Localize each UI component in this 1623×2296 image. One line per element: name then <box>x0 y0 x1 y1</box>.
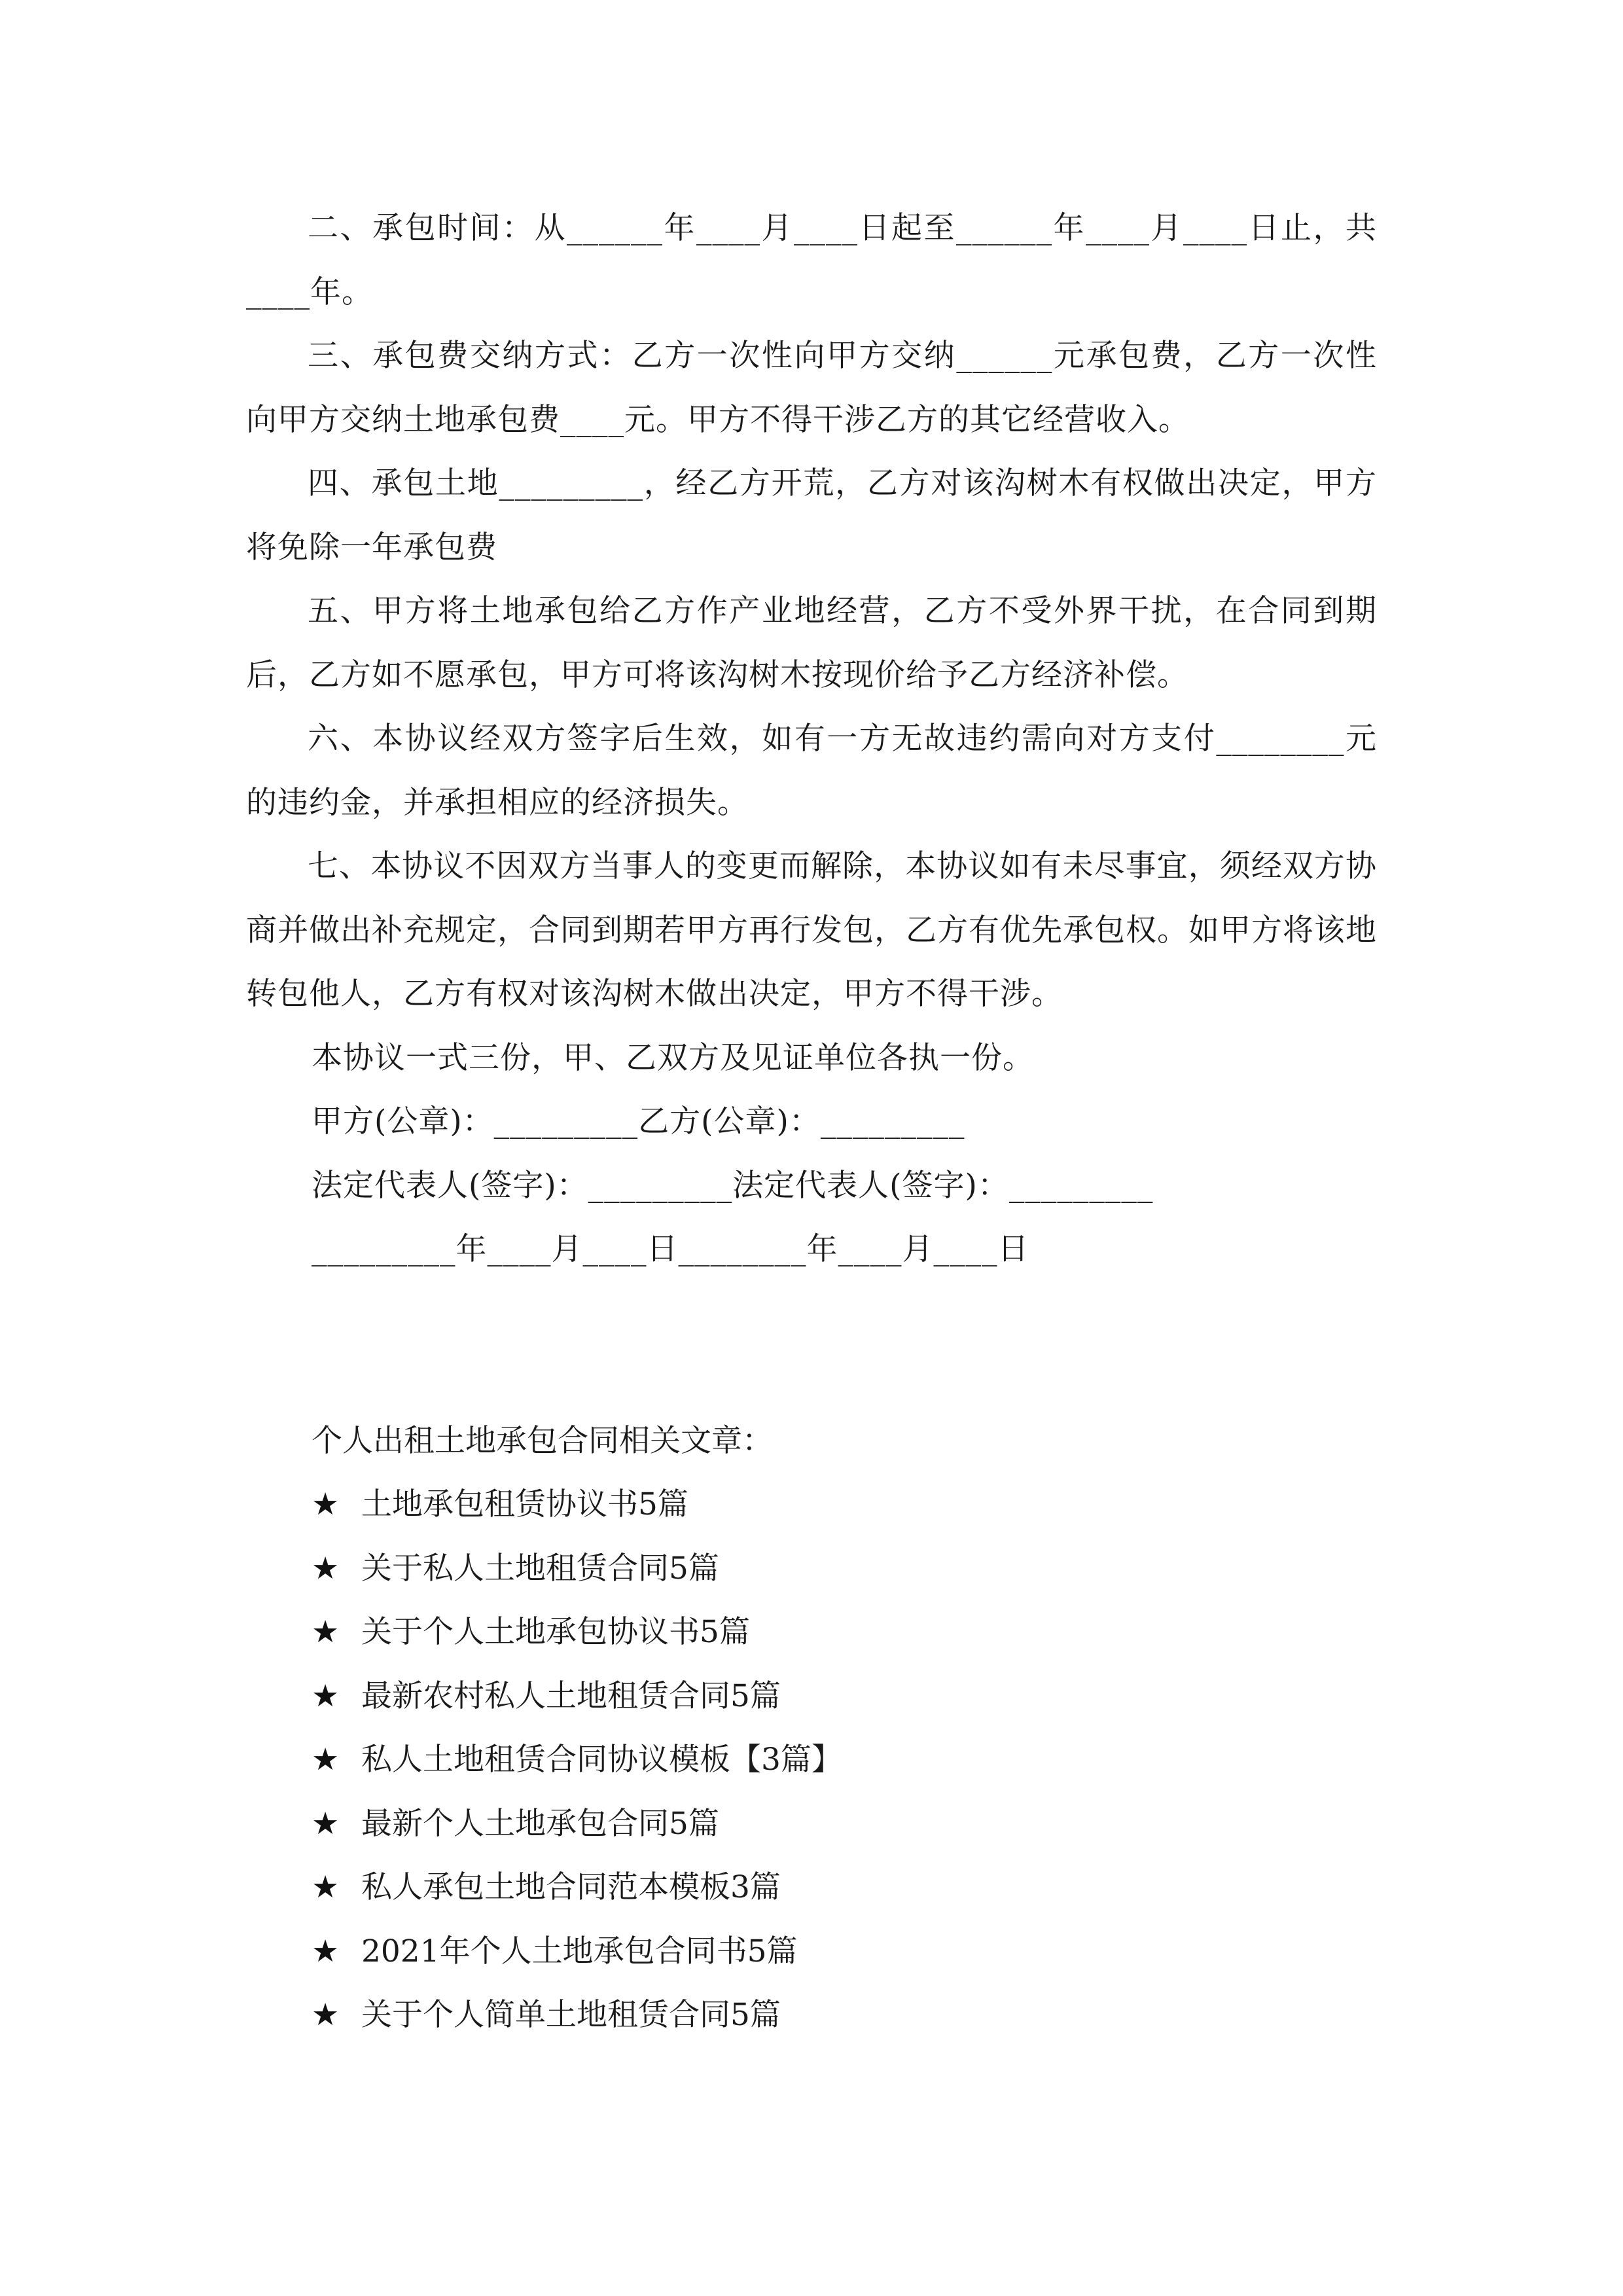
star-icon: ★ <box>312 1805 340 1842</box>
star-icon: ★ <box>312 1869 340 1905</box>
related-article-link[interactable] <box>246 1664 1377 1729</box>
clause-6-breach: 六、本协议经双方签字后生效，如有一方无故违约需向对方支付________元的违约金，并承担相应的经济损失。 <box>246 721 1377 821</box>
related-article-label: 最新个人土地承包合同5篇 <box>361 1805 719 1842</box>
related-article-label: 2021年个人土地承包合同书5篇 <box>361 1933 798 1969</box>
related-article-link[interactable] <box>246 1983 1377 2047</box>
related-article-label: 关于个人土地承包协议书5篇 <box>361 1614 750 1650</box>
legal-representatives: 法定代表人(签字)：_________法定代表人(签字)：_________ <box>312 1167 1154 1204</box>
related-article-link[interactable] <box>246 1473 1377 1537</box>
clause-3-payment: 三、承包费交纳方式：乙方一次性向甲方交纳______元承包费，乙方一次性向甲方交纳土地承包费____元。甲方不得干涉乙方的其它经营收入。 <box>246 338 1377 438</box>
clause-4-land: 四、承包土地_________，经乙方开荒，乙方对该沟树木有权做出决定，甲方将免除一年承包费 <box>246 465 1377 565</box>
star-icon: ★ <box>312 1997 340 2033</box>
related-article-label: 关于个人简单土地租赁合同5篇 <box>361 1997 781 2033</box>
related-article-link[interactable] <box>246 1537 1377 1601</box>
clause-2-term: 二、承包时间：从______年____月____日起至______年____月____日止，共____年。 <box>246 210 1377 310</box>
related-article-link[interactable] <box>246 1792 1377 1856</box>
party-seals: 甲方(公章)：_________乙方(公章)：_________ <box>312 1103 965 1139</box>
document-page <box>246 196 1377 2047</box>
clause-5-operation: 五、甲方将土地承包给乙方作产业地经营，乙方不受外界干扰，在合同到期后，乙方如不愿承包，甲方可将该沟树木按现价给予乙方经济补偿。 <box>246 593 1377 693</box>
star-icon: ★ <box>312 1486 340 1522</box>
star-icon: ★ <box>312 1614 340 1650</box>
related-article-label: 关于私人土地租赁合同5篇 <box>361 1550 719 1587</box>
copies-statement: 本协议一式三份，甲、乙双方及见证单位各执一份。 <box>312 1039 1034 1076</box>
related-article-link[interactable] <box>246 1728 1377 1792</box>
related-article-label: 私人承包土地合同范本模板3篇 <box>361 1869 781 1905</box>
star-icon: ★ <box>312 1933 340 1969</box>
star-icon: ★ <box>312 1677 340 1714</box>
related-article-label: 私人土地租赁合同协议模板【3篇】 <box>361 1742 842 1778</box>
star-icon: ★ <box>312 1550 340 1587</box>
related-articles-title: 个人出租土地承包合同相关文章： <box>312 1422 773 1459</box>
related-article-label: 最新农村私人土地租赁合同5篇 <box>361 1677 781 1714</box>
section-spacer <box>246 1282 1377 1409</box>
signing-dates: _________年____月____日________年____月____日 <box>312 1231 1029 1267</box>
clause-7-supplement: 七、本协议不因双方当事人的变更而解除，本协议如有未尽事宜，须经双方协商并做出补充规定，合同到期若甲方再行发包，乙方有优先承包权。如甲方将该地转包他人，乙方有权对该沟树木做出决定，甲方不得干涉。 <box>246 848 1377 1012</box>
related-article-link[interactable] <box>246 1856 1377 1920</box>
related-article-link[interactable] <box>246 1920 1377 1984</box>
star-icon: ★ <box>312 1742 340 1778</box>
related-article-label: 土地承包租赁协议书5篇 <box>361 1486 688 1522</box>
related-article-link[interactable] <box>246 1600 1377 1664</box>
